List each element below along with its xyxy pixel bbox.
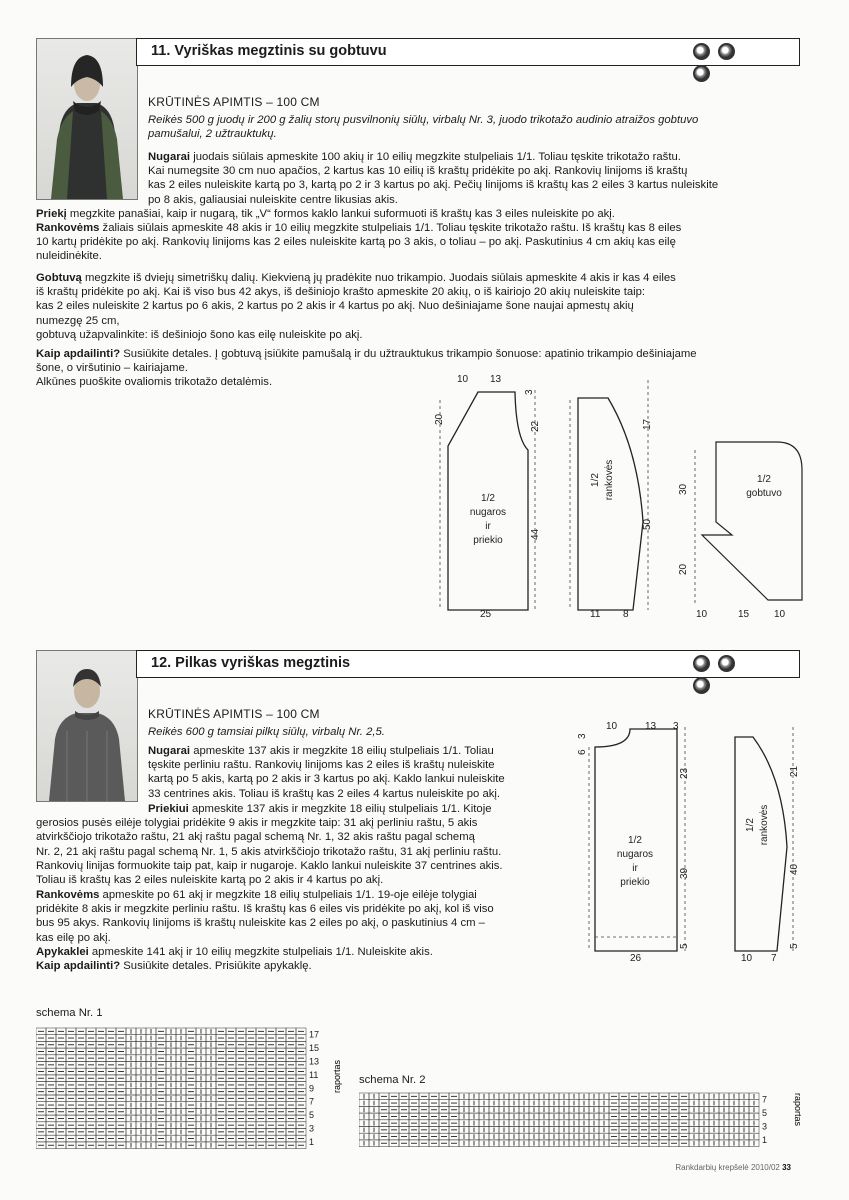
svg-text:priekio: priekio — [473, 535, 503, 546]
project-12-schematics — [575, 717, 810, 967]
raportas-label: raportas — [332, 1060, 342, 1094]
svg-text:nugaros: nugaros — [469, 507, 507, 518]
dim-20: 20 — [434, 413, 445, 425]
schema-2-row-label: 7 — [762, 1094, 768, 1105]
dim-30: 30 — [678, 483, 689, 495]
project-11-schematics — [420, 370, 820, 625]
sweater-11-photo — [36, 38, 138, 200]
svg-text:1/2: 1/2 — [481, 493, 495, 504]
dim-22: 22 — [530, 420, 541, 432]
dim-21: 21 — [789, 765, 800, 777]
schema-1-row-label: 3 — [309, 1123, 315, 1134]
svg-text:1/2: 1/2 — [745, 818, 756, 832]
dim-7: 7 — [771, 953, 777, 964]
project-12-back: Nugarai apmeskite 137 akis ir megzkite 18 eilių stulpeliais 1/1. Toliau tęskite perliniu raštu. Rankovių linijoms kas 2 eiles iš kraštų nuleiskite kartą po 5 akis, kartą po 2 akis ir 3 kartus po akį. Kaklo lankui nuleiskite 33 centrines akis. Toliau iš kraštų kas 2 eiles 4 kartus nuleiskite po akį. — [148, 745, 505, 800]
project-12-materials: Reikės 600 g tamsiai pilkų siūlų, virbalų Nr. 2,5. — [148, 726, 385, 738]
project-11-size: KRŪTINĖS APIMTIS – 100 CM — [148, 95, 320, 109]
schema-2-label: schema Nr. 2 — [359, 1074, 426, 1086]
dim-23: 23 — [679, 767, 690, 779]
dim-40: 40 — [789, 863, 800, 875]
schema-2-chart — [359, 1091, 809, 1151]
dim-11: 11 — [590, 609, 601, 620]
raportas-label: raportas — [793, 1093, 803, 1127]
project-12-header — [136, 650, 800, 678]
svg-text:priekio: priekio — [620, 877, 650, 888]
svg-text:1/2: 1/2 — [590, 473, 601, 487]
dim-10b: 10 — [774, 609, 786, 620]
dim-44: 44 — [530, 528, 541, 540]
project-11-header — [136, 38, 800, 66]
dim-25: 25 — [480, 609, 492, 620]
project-11-back: Nugarai juodais siūlais apmeskite 100 akių ir 10 eilių megzkite stulpeliais 1/1. Toliau tęskite trikotažo raštu. Kai numegsite 30 cm nuo apačios, 2 kartus kas 10 eilių iš kraštų pridėkite po akį. Rankovių linijoms iš kraštų kas 2 eiles nuleiskite kartą po 3, kartą po 2 ir 3 kartus po akį. Pečių linijoms iš kraštų kas 2 eiles 3 kartus nuleiskite po 8 akis, galiausiai nuleiskite centre likusias akis. — [148, 151, 719, 206]
schema-2-row-label: 5 — [762, 1108, 768, 1119]
dim-5: 5 — [679, 943, 690, 949]
dim-26: 26 — [630, 953, 642, 964]
dim-39: 39 — [679, 867, 690, 879]
schema-1-row-label: 13 — [309, 1056, 320, 1067]
schema-1-row-label: 17 — [309, 1029, 320, 1040]
dim-3b: 3 — [577, 733, 588, 739]
schema-1-row-label: 11 — [309, 1069, 319, 1080]
schema-1-label: schema Nr. 1 — [36, 1007, 103, 1019]
project-12-collar: Apykaklei apmeskite 141 akį ir 10 eilių megzkite stulpeliais 1/1. Nuleiskite akis. Kaip apdailinti? Susiūkite detales. Prisiūkite apykaklę. — [36, 946, 433, 973]
dim-10: 10 — [606, 721, 618, 732]
dim-13: 13 — [645, 721, 657, 732]
project-11-hood: Gobtuvą megzkite iš dviejų simetriškų dalių. Kiekvieną jų pradėkite nuo trikampio. Juodais siūlais apmeskite 4 akis ir kas 4 eiles iš kraštų pridėkite po akį. Kai iš viso bus 42 akys, iš dešiniojo krašto apmeskite 20 akių, o iš kairiojo 20 akių nuleiskite taip: kas 2 eiles nuleiskite 2 kartus po 6 akis, 2 kartus po 2 akis ir 4 kartus po akį. Nuo dešiniajame šone naujai apmestų akių numezgę 25 cm, gobtuvą užapvalinkite: iš dešiniojo šono kas eilę nuleiskite po akį. — [36, 272, 676, 341]
dim-13: 13 — [490, 374, 502, 385]
dim-10b: 10 — [741, 953, 753, 964]
schema-1-row-label: 7 — [309, 1096, 315, 1107]
schema-2-row-label: 1 — [762, 1134, 768, 1145]
page-footer: Rankdarbių krepšelė 2010/02 33 — [675, 1163, 791, 1172]
schema-2-row-label: 3 — [762, 1121, 768, 1132]
project-12-front: Priekiui apmeskite 137 akis ir megzkite 18 eilių stulpeliais 1/1. Kitoje gerosios pusės eilėje tolygiai pridėkite 9 akis ir megzkite taip: 31 akį perliniu raštu, 5 akis atvirkščiojo trikotažo raštu, 21 akį raštu pagal schemą Nr. 1, 32 akis raštu pagal schemą Nr. 2, 21 akį raštu pagal schemą Nr. 1, 5 akis atvirkščiojo trikotažo raštu, 31 akį perliniu raštu. Rankovių linijas formuokite taip pat, kaip ir nugaroje. Kaklo lankui nuleiskite 37 centrines akis. Toliau iš kraštų kas 2 eiles nuleiskite kartą po 2 akis ir 4 kartus po akį. — [36, 803, 503, 887]
dim-3: 3 — [673, 721, 679, 732]
project-12-title: 12. Pilkas vyriškas megztinis — [151, 655, 351, 671]
project-12-sleeves: Rankovėms apmeskite po 61 akį ir megzkite 18 eilių stulpeliais 1/1. 19-oje eilėje tolygiai pridėkite 8 akis ir megzkite perliniu raštu. Iš kraštų kas 6 eiles vis pridėkite po akį, kol iš viso bus 95 akys. Rankovių linijoms iš kraštų nuleiskite kas 2 eiles po akį, o paskutinius 4 cm – kas eilę po akį. — [36, 889, 494, 944]
sweater-12-photo — [36, 650, 138, 802]
dim-17: 17 — [642, 418, 653, 430]
project-11-title: 11. Vyriškas megztinis su gobtuvu — [151, 43, 387, 59]
svg-text:rankovės: rankovės — [604, 459, 615, 501]
dim-8: 8 — [623, 609, 629, 620]
schema-1-row-label: 1 — [309, 1136, 315, 1147]
yarn-balls-icon — [693, 43, 763, 61]
dim-10a: 10 — [696, 609, 708, 620]
project-11-finishing: Kaip apdailinti? Susiūkite detales. Į gobtuvą įsiūkite pamušalą ir du užtrauktukus trikampio šonuose: apatinio trikampio dešiniajame šone, o viršutinio – kairiajame. Alkūnes puoškite ovaliomis trikotažo detalėmis. — [36, 348, 697, 389]
dim-10: 10 — [457, 374, 469, 385]
project-12-size: KRŪTINĖS APIMTIS – 100 CM — [148, 707, 320, 721]
svg-text:gobtuvo: gobtuvo — [746, 488, 782, 499]
project-11-materials: Reikės 500 g juodų ir 200 g žalių storų pusvilnonių siūlų, virbalų Nr. 3, juodo trikotažo audinio atraižos gobtuvo pamušalui, 2 užtrauktukų. — [148, 114, 699, 141]
svg-text:ir: ir — [485, 521, 491, 532]
project-11-sleeves: Rankovėms žaliais siūlais apmeskite 48 akis ir 10 eilių megzkite stulpeliais 1/1. Toliau tęskite trikotažo raštu. Iš kraštų kas 8 eiles 10 kartų pridėkite po akį. Rankovių linijoms kas 2 eiles nuleiskite kartą po 3 akis, o toliau – po akį. Paskutinius 4 cm akių kas eilę nuleidinėkite. — [36, 222, 682, 263]
schema-1-chart — [36, 1024, 346, 1150]
dim-6: 6 — [577, 749, 588, 755]
schema-1-row-label: 15 — [309, 1043, 320, 1054]
project-11-front: Priekį megzkite panašiai, kaip ir nugarą, tik „V“ formos kaklo lankui suformuoti iš kraštų kas 3 eiles nuleiskite po akį. — [36, 208, 615, 220]
dim-20b: 20 — [678, 563, 689, 575]
svg-text:1/2: 1/2 — [628, 835, 642, 846]
dim-50: 50 — [642, 518, 653, 530]
schema-1-row-label: 9 — [309, 1083, 315, 1094]
schema-1-row-label: 5 — [309, 1110, 315, 1121]
svg-text:rankovės: rankovės — [759, 804, 770, 846]
dim-5b: 5 — [789, 943, 800, 949]
dim-15: 15 — [738, 609, 750, 620]
svg-text:nugaros: nugaros — [616, 849, 654, 860]
svg-text:1/2: 1/2 — [757, 474, 771, 485]
svg-text:ir: ir — [632, 863, 638, 874]
dim-3: 3 — [524, 389, 535, 395]
yarn-balls-icon — [693, 655, 763, 673]
